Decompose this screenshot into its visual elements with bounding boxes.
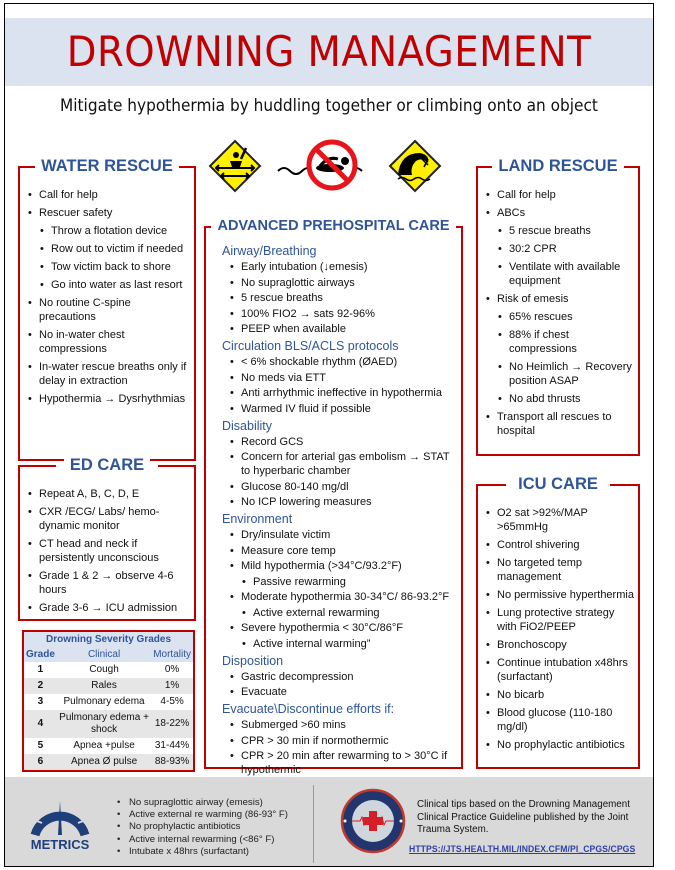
cell-clinical: Rales xyxy=(57,678,151,694)
column-header-grade: Grade xyxy=(26,649,55,660)
ed-care-title: ED CARE xyxy=(20,454,194,476)
list-item: • No prophylactic antibiotics xyxy=(484,738,634,752)
gauge-icon xyxy=(29,791,91,837)
table-row xyxy=(24,662,193,678)
list-item: • 88% if chest compressions xyxy=(496,328,634,356)
list-item: • 5 rescue breaths xyxy=(496,224,634,238)
list-item: • Mild hypothermia (>34°C/93.2°F) xyxy=(228,559,457,573)
water-rescue-title: WATER RESCUE xyxy=(20,155,194,177)
table-row xyxy=(24,678,193,694)
cell-clinical: Cough xyxy=(57,662,151,678)
cell-mortality: 18-22% xyxy=(151,710,193,738)
list-item: • No abd thrusts xyxy=(496,392,634,406)
list-item: • Passive rewarming xyxy=(240,575,457,589)
water-rescue-list xyxy=(26,188,188,410)
joint-trauma-system-seal-icon xyxy=(340,787,406,855)
hazard-icons xyxy=(208,139,458,194)
cell-grade: 2 xyxy=(24,678,57,694)
list-item: • Dry/insulate victim xyxy=(228,528,457,542)
section-list xyxy=(228,260,457,336)
list-item: • No permissive hyperthermia xyxy=(484,588,634,602)
cell-clinical: Pulmonary edema xyxy=(57,694,151,710)
section-heading: Circulation BLS/ACLS protocols xyxy=(222,339,399,353)
list-item: • CXR /ECG/ Labs/ hemo-dynamic monitor xyxy=(26,505,188,533)
list-item: • Ventilate with available equipment xyxy=(496,260,634,288)
prehospital-sections xyxy=(222,241,457,779)
prehospital-box xyxy=(204,218,463,776)
metrics-list xyxy=(117,797,288,858)
list-item: • < 6% shockable rhythm (ØAED) xyxy=(228,355,457,369)
list-item: • Rescuer safety xyxy=(26,206,188,220)
list-item: • Transport all rescues to hospital xyxy=(484,410,634,438)
section-heading: Evacuate\Discontinue efforts if: xyxy=(222,702,395,716)
list-item: • No supraglottic airways xyxy=(228,276,457,290)
column-header-clinical: Clinical xyxy=(57,647,151,662)
cell-grade: 3 xyxy=(24,694,57,710)
list-item: • Submerged >60 mins xyxy=(228,718,457,732)
cell-clinical: Pulmonary edema + shock xyxy=(57,710,151,738)
section-list xyxy=(228,435,457,510)
cell-grade: 5 xyxy=(24,738,57,754)
list-item: • No Heimlich → Recovery position ASAP xyxy=(496,360,634,388)
list-item: • Call for help xyxy=(26,188,188,202)
land-rescue-list xyxy=(484,188,634,442)
severity-table-title: Drowning Severity Grades xyxy=(24,632,193,647)
list-item: • Glucose 80-140 mg/dl xyxy=(228,480,457,494)
list-item: • Evacuate xyxy=(228,685,457,699)
cell-grade: 4 xyxy=(24,710,57,738)
land-rescue-box xyxy=(476,157,640,456)
list-item: • Throw a flotation device xyxy=(38,224,188,238)
icu-care-title: ICU CARE xyxy=(478,473,638,495)
list-item: • PEEP when available xyxy=(228,322,457,336)
cell-clinical: Apnea Ø pulse xyxy=(57,754,151,770)
list-item: • 30:2 CPR xyxy=(496,242,634,256)
cell-mortality: 88-93% xyxy=(151,754,193,770)
list-item: • Active internal warming” xyxy=(240,637,457,651)
footer xyxy=(5,777,653,866)
ed-care-box xyxy=(18,456,196,621)
list-item: • Go into water as last resort xyxy=(38,278,188,292)
section-heading: Environment xyxy=(222,512,293,526)
list-item: • Continue intubation x48hrs (surfactant) xyxy=(484,656,634,684)
section-heading: Airway/Breathing xyxy=(222,244,317,258)
section-list xyxy=(228,355,457,416)
section-heading: Disability xyxy=(222,418,273,433)
list-item: • No bicarb xyxy=(484,688,634,702)
list-item: • Blood glucose (110-180 mg/dl) xyxy=(484,706,634,734)
metric-item: • Intubate x 48hrs (surfactant) xyxy=(117,846,288,858)
water-rescue-box xyxy=(18,157,196,461)
severity-table xyxy=(24,632,193,770)
cell-mortality: 4-5% xyxy=(151,694,193,710)
list-item: • Lung protective strategy with FiO2/PEEP xyxy=(484,606,634,634)
prehospital-title: ADVANCED PREHOSPITAL CARE xyxy=(206,215,461,237)
section-list xyxy=(228,670,457,700)
table-row xyxy=(24,710,193,738)
list-item: • Severe hypothermia < 30°C/86°F xyxy=(228,621,457,635)
cell-grade: 1 xyxy=(24,662,57,678)
list-item: • Active external rewarming xyxy=(240,606,457,620)
list-item: • No targeted temp management xyxy=(484,556,634,584)
ed-care-list xyxy=(26,487,188,619)
cpg-link[interactable]: HTTPS://JTS.HEALTH.MIL/INDEX.CFM/PI_CPGS/CPGS xyxy=(409,843,636,854)
list-item: • Call for help xyxy=(484,188,634,202)
list-item: • CPR > 30 min if normothermic xyxy=(228,734,457,748)
metrics-label: METRICS xyxy=(30,837,90,852)
page-title: DROWNING MANAGEMENT xyxy=(66,27,592,76)
list-item: • CPR > 20 min after rewarming to > 30°C if hypothermic xyxy=(228,749,457,777)
list-item: • Gastric decompression xyxy=(228,670,457,684)
cell-mortality: 0% xyxy=(151,662,193,678)
list-item: • Hypothermia → Dysrhythmias xyxy=(26,392,188,406)
list-item: • Grade 1 & 2 → observe 4-6 hours xyxy=(26,569,188,597)
section-list xyxy=(228,718,457,777)
list-item: • Moderate hypothermia 30-34°C/ 86-93.2°F xyxy=(228,590,457,604)
page-subtitle: Mitigate hypothermia by huddling together or climbing onto an object xyxy=(60,96,598,115)
list-item: • No in-water chest compressions xyxy=(26,328,188,356)
metric-item: • No supraglottic airway (emesis) xyxy=(117,797,288,809)
list-item: • Early intubation (↓emesis) xyxy=(228,260,457,274)
list-item: • Bronchoscopy xyxy=(484,638,634,652)
icu-care-box xyxy=(476,475,640,769)
list-item: • CT head and neck if persistently unconscious xyxy=(26,537,188,565)
table-row xyxy=(24,738,193,754)
cell-mortality: 1% xyxy=(151,678,193,694)
list-item: • Warmed IV fluid if possible xyxy=(228,402,457,416)
list-item: • O2 sat >92%/MAP >65mmHg xyxy=(484,506,634,534)
column-header-mortality: Mortality xyxy=(153,649,191,660)
cell-grade: 6 xyxy=(24,754,57,770)
list-item: • Concern for arterial gas embolism → STAT to hyperbaric chamber xyxy=(228,450,457,478)
cell-mortality: 31-44% xyxy=(151,738,193,754)
list-item: • 5 rescue breaths xyxy=(228,291,457,305)
icu-care-list xyxy=(484,506,634,756)
metric-item: • No prophylactic antibiotics xyxy=(117,821,288,833)
table-row xyxy=(24,754,193,770)
list-item: • Measure core temp xyxy=(228,544,457,558)
list-item: • No ICP lowering measures xyxy=(228,495,457,509)
cell-clinical: Apnea +pulse xyxy=(57,738,151,754)
list-item: • Anti arrhythmic ineffective in hypothermia xyxy=(228,386,457,400)
swimming-sign-icon xyxy=(210,141,260,191)
metric-item: • Active internal rewarming (<86° F) xyxy=(117,834,288,846)
no-swimming-icon xyxy=(278,142,362,188)
page xyxy=(4,3,654,867)
section-heading: Disposition xyxy=(222,653,284,668)
list-item: • In-water rescue breaths only if delay in extraction xyxy=(26,360,188,388)
footer-divider xyxy=(313,785,314,863)
metric-item: • Active external re warming (86-93° F) xyxy=(117,809,288,821)
section-list xyxy=(228,528,457,651)
list-item: • ABCs xyxy=(484,206,634,220)
wave-hazard-icon xyxy=(390,141,440,191)
list-item: • 65% rescues xyxy=(496,310,634,324)
table-row xyxy=(24,694,193,710)
list-item: • Tow victim back to shore xyxy=(38,260,188,274)
list-item: • Row out to victim if needed xyxy=(38,242,188,256)
list-item: • Risk of emesis xyxy=(484,292,634,306)
list-item: • Record GCS xyxy=(228,435,457,449)
list-item: • Control shivering xyxy=(484,538,634,552)
clinical-tips-text: Clinical tips based on the Drowning Management Clinical Practice Guideline published by the Joint Trauma System. xyxy=(417,799,630,835)
list-item: • Grade 3-6 → ICU admission xyxy=(26,601,188,615)
land-rescue-title: LAND RESCUE xyxy=(478,155,638,177)
list-item: • No meds via ETT xyxy=(228,371,457,385)
severity-table-box xyxy=(22,630,195,772)
list-item: • No routine C-spine precautions xyxy=(26,296,188,324)
list-item: • Repeat A, B, C, D, E xyxy=(26,487,188,501)
list-item: • 100% FIO2 → sats 92-96% xyxy=(228,307,457,321)
